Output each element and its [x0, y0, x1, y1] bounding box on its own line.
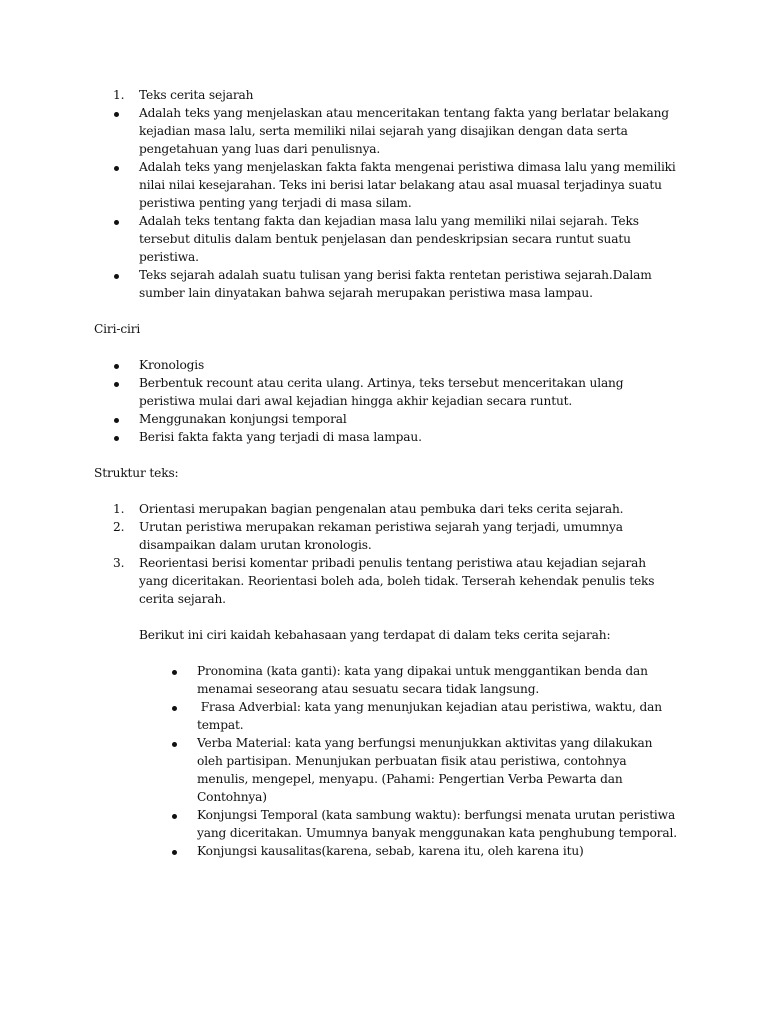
- bullet-icon: [172, 806, 177, 824]
- bullet-item: [0, 842, 768, 860]
- bullet-item: [0, 410, 768, 428]
- bullet-text: Adalah teks yang menjelaskan fakta fakta mengenai peristiwa dimasa lalu yang memiliki nilai nilai kesejarahan. Teks ini berisi latar belakang atau asal muasal terjadinya suatu peristiwa penting yang terjadi di masa silam.: [139, 160, 676, 210]
- bullet-icon: [114, 356, 119, 374]
- bullet-item: [0, 356, 768, 374]
- bullet-icon: [114, 104, 119, 122]
- numbered-item: [0, 86, 768, 104]
- numbered-item: [0, 518, 768, 554]
- bullet-item: [0, 428, 768, 446]
- numbered-item: [0, 554, 768, 608]
- struktur-teks-heading: Struktur teks:: [94, 466, 179, 480]
- bullet-text: Berisi fakta fakta yang terjadi di masa lampau.: [139, 430, 422, 444]
- ciri-ciri-heading: Ciri-ciri: [94, 322, 141, 336]
- bullet-item: [0, 104, 768, 158]
- bullet-item: [0, 806, 768, 842]
- bullet-icon: [114, 410, 119, 428]
- section-title: Teks cerita sejarah: [139, 88, 254, 102]
- bullet-icon: [114, 374, 119, 392]
- bullet-item: [0, 698, 768, 734]
- document-page: [0, 86, 768, 860]
- item-text: Reorientasi berisi komentar pribadi penulis tentang peristiwa atau kejadian sejarah yang diceritakan. Reorientasi boleh ada, boleh tidak. Terserah kehendak penulis teks cerita sejarah.: [139, 556, 655, 606]
- bullet-item: [0, 734, 768, 806]
- bullet-text: Kronologis: [139, 358, 205, 372]
- bullet-text: Konjungsi Temporal (kata sambung waktu): berfungsi menata urutan peristiwa yang diceritakan. Umumnya banyak menggunakan kata penghubung temporal.: [197, 808, 677, 840]
- bullet-item: [0, 158, 768, 212]
- item-number: 1.: [113, 88, 125, 102]
- bullet-item: [0, 212, 768, 266]
- bullet-text: Frasa Adverbial: kata yang menunjukan kejadian atau peristiwa, waktu, dan tempat.: [197, 700, 666, 732]
- bullet-icon: [114, 428, 119, 446]
- item-number: 2.: [113, 520, 125, 534]
- bullet-text: Menggunakan konjungsi temporal: [139, 412, 347, 426]
- bullet-item: [0, 374, 768, 410]
- bullet-icon: [114, 212, 119, 230]
- section-kaidah-kebahasaan: [0, 662, 768, 860]
- bullet-text: Teks sejarah adalah suatu tulisan yang berisi fakta rentetan peristiwa sejarah.Dalam sumber lain dinyatakan bahwa sejarah merupakan peristiwa masa lampau.: [139, 268, 652, 300]
- section-struktur-teks: [0, 500, 768, 608]
- bullet-text: Verba Material: kata yang berfungsi menunjukkan aktivitas yang dilakukan oleh partisipan. Menunjukan perbuatan fisik atau peristiwa, contohnya menulis, mengepel, menyapu. (Pahami: Pengertian Verba Pewarta dan Contohnya): [197, 736, 653, 804]
- bullet-text: Konjungsi kausalitas(karena, sebab, karena itu, oleh karena itu): [197, 844, 584, 858]
- bullet-icon: [172, 842, 177, 860]
- bullet-icon: [114, 158, 119, 176]
- bullet-text: Adalah teks yang menjelaskan atau menceritakan tentang fakta yang berlatar belakang kejadian masa lalu, serta memiliki nilai sejarah yang disajikan dengan data serta pengetahuan yang luas dari penulisnya.: [139, 106, 669, 156]
- bullet-icon: [114, 266, 119, 284]
- kaidah-intro: Berikut ini ciri kaidah kebahasaan yang terdapat di dalam teks cerita sejarah:: [139, 628, 611, 642]
- item-number: 1.: [113, 502, 125, 516]
- section-teks-cerita-sejarah: [0, 86, 768, 302]
- bullet-text: Pronomina (kata ganti): kata yang dipakai untuk menggantikan benda dan menamai seseorang atau sesuatu secara tidak langsung.: [197, 664, 648, 696]
- bullet-icon: [172, 662, 177, 680]
- numbered-item: [0, 500, 768, 518]
- bullet-icon: [172, 734, 177, 752]
- bullet-item: [0, 266, 768, 302]
- item-number: 3.: [113, 556, 125, 570]
- section-ciri-ciri: [0, 356, 768, 446]
- item-text: Orientasi merupakan bagian pengenalan atau pembuka dari teks cerita sejarah.: [139, 502, 624, 516]
- item-text: Urutan peristiwa merupakan rekaman peristiwa sejarah yang terjadi, umumnya disampaikan dalam urutan kronologis.: [139, 520, 623, 552]
- bullet-text: Adalah teks tentang fakta dan kejadian masa lalu yang memiliki nilai sejarah. Teks tersebut ditulis dalam bentuk penjelasan dan pendeskripsian secara runtut suatu peristiwa.: [139, 214, 639, 264]
- bullet-item: [0, 662, 768, 698]
- bullet-text: Berbentuk recount atau cerita ulang. Artinya, teks tersebut menceritakan ulang peristiwa mulai dari awal kejadian hingga akhir kejadian secara runtut.: [139, 376, 624, 408]
- bullet-icon: [172, 698, 177, 716]
